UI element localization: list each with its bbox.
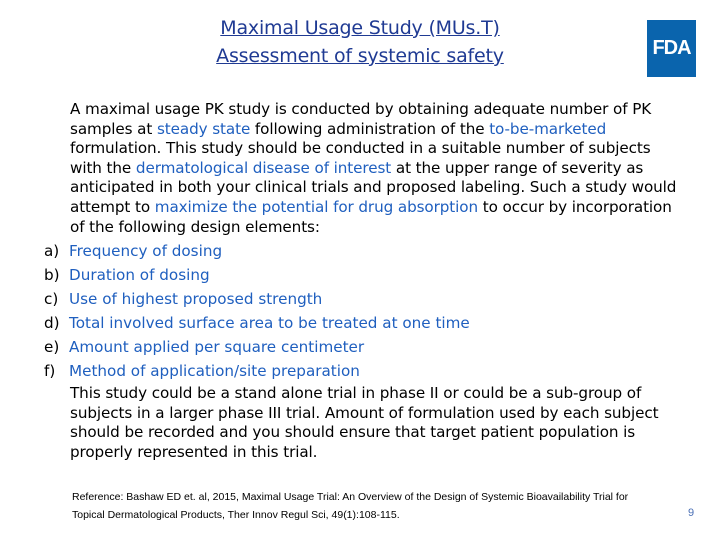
list-item-label: f) <box>44 362 56 380</box>
highlight-absorption: maximize the potential for drug absorption <box>154 197 478 216</box>
intro-text-2: following administration of the <box>250 119 490 138</box>
list-item-label: e) <box>44 338 60 356</box>
page-number: 9 <box>688 507 695 519</box>
list-item-text: Frequency of dosing <box>69 242 223 260</box>
title-line-2: Assessment of systemic safety <box>216 45 504 67</box>
intro-text-5: to occur by incorporation of the following design elements: <box>70 197 672 236</box>
highlight-steady-state: steady state <box>156 119 251 138</box>
list-item <box>44 335 684 359</box>
intro-text-3: formulation. This study should be conducted in a suitable number of subjects with the <box>70 139 651 177</box>
reference-citation: Reference: Bashaw ED et. al, 2015, Maximal Usage Trial: An Overview of the Design of Systemic Bioavailability Trial for Topical Dermatological Products, Ther Innov Regul Sci, 49(1):108-115. <box>72 491 629 521</box>
list-item <box>44 311 684 335</box>
intro-text-1: A maximal usage PK study is conducted by obtaining adequate number of PK samples at <box>70 100 652 138</box>
design-elements-list <box>44 239 684 383</box>
list-item-label: b) <box>44 266 60 284</box>
highlight-to-be-marketed: to-be-marketed <box>489 119 607 138</box>
list-item <box>44 239 684 263</box>
list-item-label: d) <box>44 314 60 332</box>
fda-logo-text: FDA <box>652 37 691 59</box>
list-item-label: a) <box>44 242 60 260</box>
list-item <box>44 287 684 311</box>
closing-paragraph: This study could be a stand alone trial in phase II or could be a sub-group of subjects in a larger phase III trial. Amount of formulation used by each subject should be recorded and you should ensure that target patient population is properly represented in this trial. <box>70 384 659 461</box>
list-item-label: c) <box>44 290 59 308</box>
list-item-text: Method of application/site preparation <box>69 362 360 380</box>
slide-title <box>150 14 570 70</box>
fda-logo <box>647 20 696 77</box>
list-item-text: Amount applied per square centimeter <box>69 338 365 356</box>
intro-paragraph <box>70 100 685 237</box>
list-item-text: Duration of dosing <box>69 266 210 284</box>
intro-text-4: at the upper range of severity as anticipated in both your clinical trials and proposed labeling. Such a study would attempt to <box>70 158 677 216</box>
title-line-1: Maximal Usage Study (MUs.T) <box>220 17 500 39</box>
list-item-text: Total involved surface area to be treated at one time <box>69 314 470 332</box>
list-item-text: Use of highest proposed strength <box>69 290 323 308</box>
list-item <box>44 359 684 383</box>
list-item <box>44 263 684 287</box>
highlight-disease: dermatological disease of interest <box>135 158 392 177</box>
